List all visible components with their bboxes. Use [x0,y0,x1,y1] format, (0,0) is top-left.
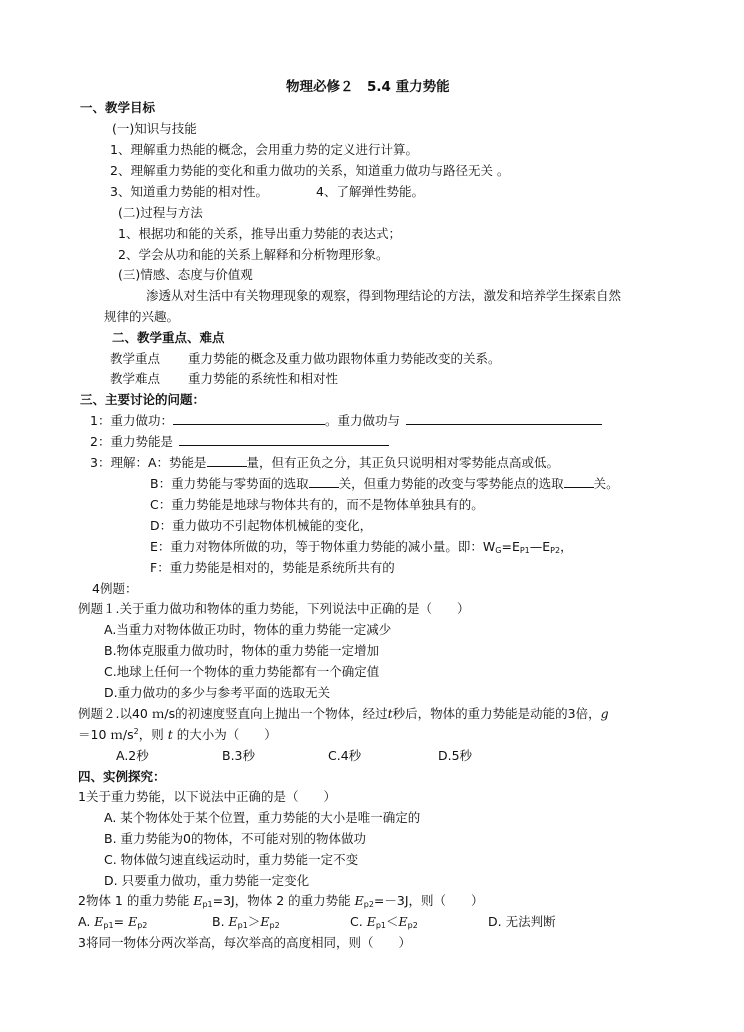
variable-t: t [387,706,393,721]
answer-blank[interactable] [309,475,339,488]
understanding-a [90,454,559,472]
variable-t: t [167,727,173,742]
example-1-option-d[interactable]: D.重力做功的多少与参考平面的选取无关 [104,685,331,700]
case-2-text: 2物体 1 的重力势能 [78,893,194,908]
variable-e: E [228,914,238,929]
subsection-knowledge: (一)知识与技能 [112,121,197,136]
variable-g: g [600,706,609,721]
case-2-option-a[interactable] [78,913,147,931]
process-item-1: 1、根据功和能的关系，推导出重力势能的表达式； [118,226,401,241]
section-2-heading: 二、教学重点、难点 [112,330,225,345]
option-letter: C. [350,914,363,929]
subsection-process: (二)过程与方法 [118,205,203,220]
answer-blank[interactable] [179,433,389,446]
question-2-line [90,433,389,451]
case-2-option-d[interactable]: D. 无法判断 [488,914,556,929]
subscript: P2 [550,546,561,555]
example-2-option-d[interactable]: D.5秒 [438,748,473,763]
page-title: 物理必修２ 5.4 重力势能 [286,79,450,95]
understanding-a-text: 量，但有正负之分，其正负只说明相对零势能点高或低。 [246,455,560,470]
values-text-line-1: 渗透从对生活中有关物理现象的观察，得到物理结论的方法，激发和培养学生探索自然 [146,288,622,303]
example-2-question-line-1 [78,705,609,723]
example-2-text: 例题２.以40 ｍ/s的初速度竖直向上抛出一个物体，经过 [78,706,388,721]
case-1-option-b[interactable]: B. 重力势能为0的物体，不可能对别的物体做功 [104,831,366,846]
subscript: p1 [103,921,114,930]
values-text-line-2: 规律的兴趣。 [104,309,180,324]
example-2-text: 的大小为（ ） [176,727,277,742]
subscript: p1 [375,921,386,930]
subscript: p1 [237,921,248,930]
question-1-prefix: 1：重力做功： [90,413,173,428]
subscript: p1 [202,900,213,909]
example-2-question-line-2 [78,726,277,744]
example-2-option-c[interactable]: C.4秒 [328,748,362,763]
difficulty-label: 教学难点 [110,371,161,386]
example-1-option-b[interactable]: B.物体克服重力做功时，物体的重力势能一定增加 [104,643,380,658]
understanding-b [150,475,619,493]
knowledge-item-4: 4、了解弹性势能。 [316,184,424,199]
variable-e: E [398,914,408,929]
variable-e: E [354,893,364,908]
process-item-2: 2、学会从功和能的关系上解释和分析物理形象。 [118,247,389,262]
variable-e: E [94,914,104,929]
understanding-e-text: E：重力对物体所做的功，等于物体重力势能的减小量。即：W [150,539,496,554]
case-2-option-b[interactable] [212,913,280,931]
option-letter: B. [212,914,225,929]
formula-part: —E [529,539,551,554]
answer-blank[interactable] [173,412,325,425]
example-2-text: 秒后，物体的重力势能是动能的3倍， [392,706,601,721]
case-1-option-a[interactable]: A. 某个物体处于某个位置，重力势能的大小是唯一确定的 [104,810,421,825]
variable-e: E [193,893,203,908]
question-1-middle: 。重力做功与 [324,413,400,428]
formula-part: ， [560,539,573,554]
question-2-prefix: 2：重力势能是 [90,434,173,449]
superscript: 2 [133,726,139,736]
subscript: G [495,546,502,555]
example-1-option-c[interactable]: C.地球上任何一个物体的重力势能都有一个确定值 [104,664,380,679]
case-2-text: =3J，物体 2 的重力势能 [212,893,355,908]
example-1-question: 例题１.关于重力做功和物体的重力势能，下列说法中正确的是（ ） [78,601,470,616]
subscript: p2 [407,921,418,930]
example-2-option-a[interactable]: A.2秒 [116,748,149,763]
variable-e: E [366,914,376,929]
case-1-option-c[interactable]: C. 物体做匀速直线运动时，重力势能一定不变 [104,852,359,867]
operator: ＜ [385,914,399,929]
operator: ＞ [247,914,261,929]
answer-blank[interactable] [207,454,247,467]
operator: = [113,914,125,929]
understanding-b-middle: 关，但重力势能的改变与零势能点的选取 [338,476,564,491]
understanding-e [150,538,573,556]
key-point-label: 教学重点 [110,351,161,366]
variable-e: E [260,914,270,929]
subscript: p2 [137,921,148,930]
knowledge-item-2: 2、理解重力势能的变化和重力做功的关系，知道重力做功与路径无关 。 [110,163,510,178]
example-2-text: ，则 [138,727,164,742]
section-4-heading: 四、实例探究： [78,769,166,784]
subscript: P1 [519,546,530,555]
knowledge-item-1: 1、理解重力热能的概念，会用重力势的定义进行计算。 [110,142,418,157]
understanding-d: D：重力做功不引起物体机械能的变化， [150,518,373,533]
formula-part: =E [501,539,520,554]
case-1-question: 1关于重力势能，以下说法中正确的是（ ） [78,789,336,804]
question-1-line [90,412,602,430]
case-2-option-c[interactable] [350,913,418,931]
subscript: p2 [363,900,374,909]
case-3-question: 3将同一物体分两次举高，每次举高的高度相同，则（ ） [78,935,411,950]
example-2-option-b[interactable]: B.3秒 [222,748,256,763]
example-2-text: ＝10 ｍ/s [78,727,134,742]
understanding-f: F：重力势能是相对的，势能是系统所共有的 [150,560,395,575]
section-1-heading: 一、教学目标 [80,100,156,115]
answer-blank[interactable] [406,412,602,425]
case-2-text: =－3J，则（ ） [373,893,484,908]
understanding-b-prefix: B：重力势能与零势面的选取 [150,476,309,491]
variable-e: E [128,914,138,929]
knowledge-item-3: 3、知道重力势能的相对性。 [110,184,268,199]
answer-blank[interactable] [564,475,594,488]
example-1-option-a[interactable]: A.当重力对物体做正功时，物体的重力势能一定减少 [104,622,392,637]
understanding-c: C：重力势能是地球与物体共有的，而不是物体单独具有的。 [150,497,484,512]
difficulty-text: 重力势能的系统性和相对性 [188,371,339,386]
subscript: p2 [269,921,280,930]
case-2-question [78,892,484,910]
understanding-b-end: 关。 [593,476,619,491]
option-letter: A. [78,914,91,929]
case-1-option-d[interactable]: D. 只要重力做功，重力势能一定变化 [104,873,310,888]
understanding-a-prefix: 3：理解：A：势能是 [90,455,207,470]
section-3-heading: 三、主要讨论的问题： [80,392,206,407]
key-point-text: 重力势能的概念及重力做功跟物体重力势能改变的关系。 [188,351,501,366]
subsection-values: (三)情感、态度与价值观 [118,267,253,282]
examples-label: 4例题： [92,581,138,596]
